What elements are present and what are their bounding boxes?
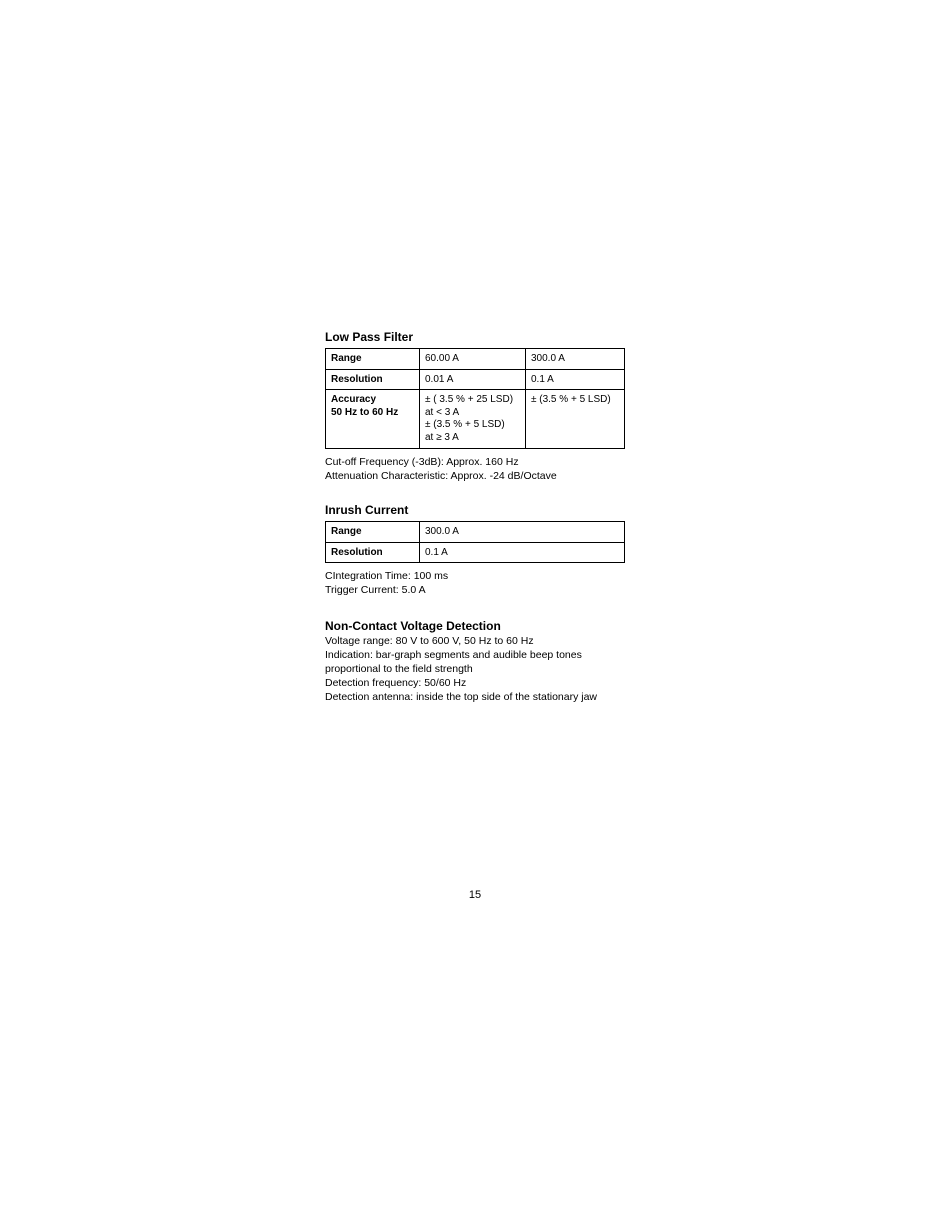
ncv-line: Detection frequency: 50/60 Hz	[325, 677, 467, 690]
ncv-line: Voltage range: 80 V to 600 V, 50 Hz to 60 Hz	[325, 635, 534, 648]
accuracy-line: ± ( 3.5 % + 25 LSD)	[425, 394, 514, 405]
range-value-60a: 60.00 A	[420, 349, 526, 370]
table-row	[326, 369, 625, 390]
row-label-resolution: Resolution	[326, 369, 420, 390]
page-content	[325, 329, 625, 704]
row-label-resolution: Resolution	[326, 542, 420, 563]
low-pass-filter-table	[325, 348, 625, 449]
table-row	[326, 542, 625, 563]
note-line: Attenuation Characteristic: Approx. -24 dB/Octave	[325, 469, 557, 482]
section-title-ncv: Non-Contact Voltage Detection	[325, 619, 501, 634]
row-label-range: Range	[326, 522, 420, 543]
row-label-range: Range	[326, 349, 420, 370]
accuracy-value-60a	[420, 390, 526, 449]
accuracy-frequency-label: 50 Hz to 60 Hz	[331, 406, 399, 418]
range-value-300a: 300.0 A	[526, 349, 625, 370]
ncv-line: Detection antenna: inside the top side of the stationary jaw	[325, 691, 598, 704]
accuracy-label: Accuracy	[331, 394, 377, 405]
ncv-line: Indication: bar-graph segments and audible beep tones	[325, 649, 582, 662]
table-row	[326, 522, 625, 543]
ncv-line: proportional to the field strength	[325, 663, 473, 676]
resolution-value-60a: 0.01 A	[420, 369, 526, 390]
accuracy-line: at ≥ 3 A	[425, 431, 459, 443]
resolution-value-300a: 0.1 A	[526, 369, 625, 390]
accuracy-line: ± (3.5 % + 5 LSD)	[425, 419, 505, 430]
inrush-current-notes	[325, 570, 625, 597]
inrush-current-table	[325, 521, 625, 563]
table-row	[326, 390, 625, 449]
note-line: Cut-off Frequency (-3dB): Approx. 160 Hz	[325, 456, 519, 468]
table-row	[326, 349, 625, 370]
accuracy-value-300a: ± (3.5 % + 5 LSD)	[526, 390, 625, 449]
low-pass-filter-notes	[325, 456, 625, 483]
row-label-accuracy	[326, 390, 420, 449]
inrush-resolution-value: 0.1 A	[420, 542, 625, 563]
section-title-low-pass-filter: Low Pass Filter	[325, 330, 414, 344]
accuracy-line: at < 3 A	[425, 406, 460, 418]
note-line: CIntegration Time: 100 ms	[325, 570, 449, 583]
page-number: 15	[468, 889, 482, 901]
section-title-inrush-current: Inrush Current	[325, 503, 409, 518]
inrush-range-value: 300.0 A	[420, 522, 625, 543]
note-line: Trigger Current: 5.0 A	[325, 583, 426, 596]
ncv-description	[325, 634, 625, 704]
